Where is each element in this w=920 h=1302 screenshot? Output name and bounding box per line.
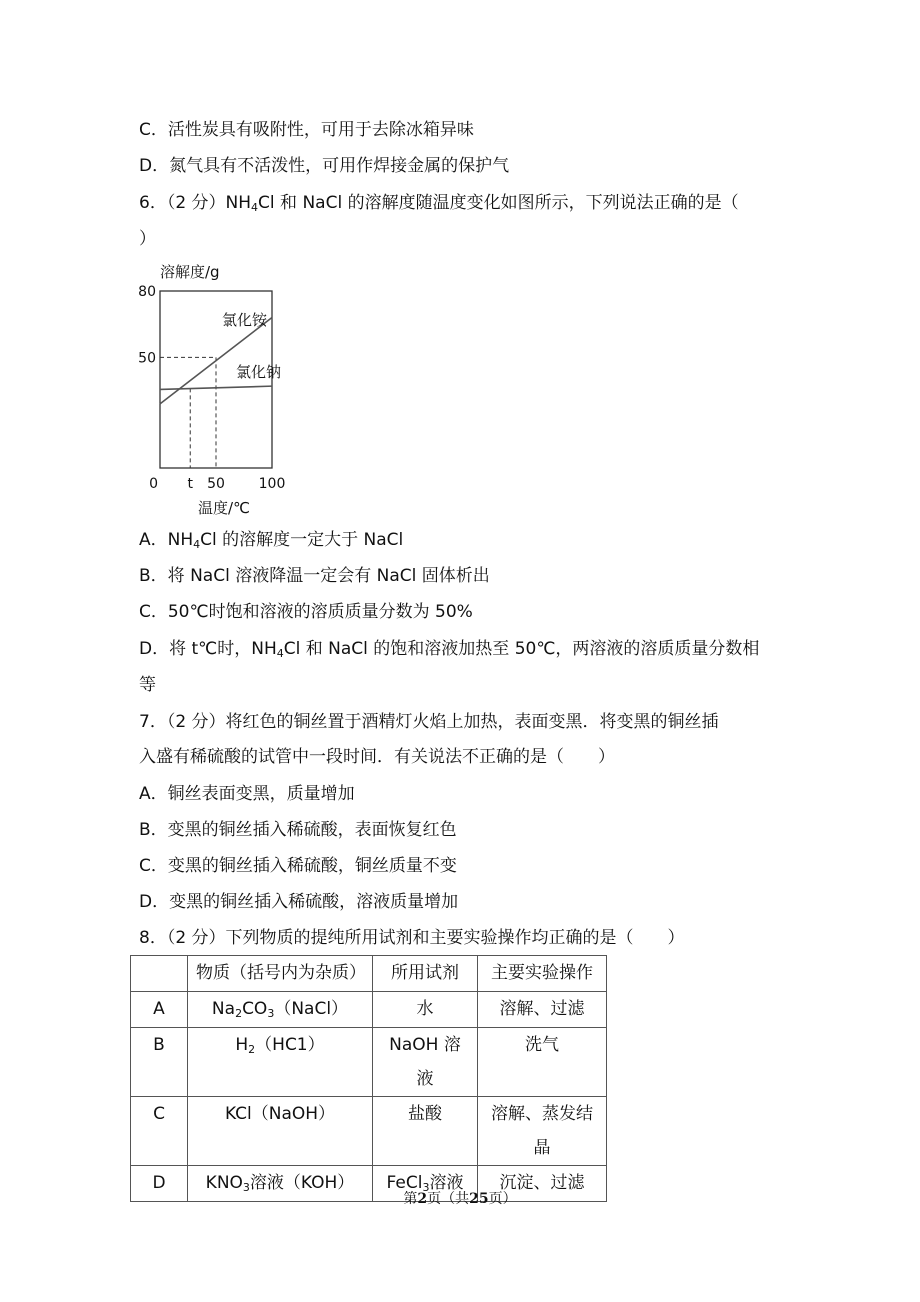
- table-header-cell: [131, 956, 188, 992]
- q7-option-c: C．变黑的铜丝插入稀硫酸，铜丝质量不变: [139, 856, 457, 876]
- row-reagent: NaOH 溶液: [373, 1028, 478, 1097]
- q5-option-d: D．氮气具有不活泼性，可用作焊接金属的保护气: [139, 156, 510, 176]
- table-row: [131, 1097, 607, 1166]
- series-label-nacl: 氯化钠: [236, 363, 282, 381]
- row-label: D: [131, 1166, 188, 1202]
- row-label: C: [131, 1097, 188, 1166]
- row-substance: $KNO_3$溶液（KOH）: [188, 1166, 373, 1202]
- x-axis-label: 温度/℃: [198, 499, 250, 517]
- q7-option-a: A．铜丝表面变黑，质量增加: [139, 784, 355, 804]
- q6-stem-line2: ）: [139, 229, 156, 249]
- y-tick-label: 50: [138, 350, 156, 367]
- row-substance: KCl（NaOH）: [188, 1097, 373, 1166]
- x-tick-label: 0: [149, 476, 158, 492]
- q6-stem: 6．（2 分）$NH_4Cl$ 和 NaCl 的溶解度随温度变化如图所示，下列说法正确的是（: [139, 193, 739, 214]
- row-reagent: 盐酸: [373, 1097, 478, 1166]
- x-tick-label: 100: [258, 476, 286, 492]
- table-header-cell: 主要实验操作: [478, 956, 607, 992]
- x-tick-label: t: [187, 476, 193, 492]
- table-row: [131, 1028, 607, 1097]
- series-label-nh4cl: 氯化铵: [222, 311, 268, 329]
- row-operation: 溶解、蒸发结晶: [478, 1097, 607, 1166]
- purification-table: [130, 955, 607, 1202]
- q6-option-a: A．$NH_4Cl$ 的溶解度一定大于 NaCl: [139, 530, 404, 551]
- row-substance: $Na_2CO_3(NaCl)$: [188, 992, 373, 1028]
- table-header-row: [131, 956, 607, 992]
- series-line-nh4cl: [160, 318, 272, 404]
- row-label: A: [131, 992, 188, 1028]
- row-operation: 沉淀、过滤: [478, 1166, 607, 1202]
- table-row: [131, 992, 607, 1028]
- q7-option-d: D．变黑的铜丝插入稀硫酸，溶液质量增加: [139, 892, 459, 912]
- q7-option-b: B．变黑的铜丝插入稀硫酸，表面恢复红色: [139, 820, 457, 840]
- q6-option-c: C．50℃时饱和溶液的溶质质量分数为 50%: [139, 602, 473, 622]
- y-tick-label: 80: [138, 284, 156, 300]
- q6-option-b: B．将 NaCl 溶液降温一定会有 NaCl 固体析出: [139, 566, 490, 586]
- row-label: B: [131, 1028, 188, 1097]
- q6-option-d-line2: 等: [139, 675, 156, 695]
- row-operation: 溶解、过滤: [478, 992, 607, 1028]
- row-reagent: FeCl$_3$溶液: [373, 1166, 478, 1202]
- row-operation: 洗气: [478, 1028, 607, 1097]
- table-header-cell: 物质（括号内为杂质）: [188, 956, 373, 992]
- page-footer: 第2页（共25页）: [403, 1191, 517, 1207]
- q7-stem-line2: 入盛有稀硫酸的试管中一段时间．有关说法不正确的是（ ）: [139, 747, 615, 767]
- solubility-chart: [140, 255, 300, 520]
- x-tick-label: 50: [207, 476, 225, 492]
- q5-option-c: C．活性炭具有吸附性，可用于去除冰箱异味: [139, 120, 474, 140]
- q7-stem: 7．（2 分）将红色的铜丝置于酒精灯火焰上加热，表面变黑．将变黑的铜丝插: [139, 712, 719, 732]
- q6-option-d: D．将 t℃时，$NH_4Cl$ 和 NaCl 的饱和溶液加热至 50℃，两溶液的溶质质量分数相: [139, 639, 760, 660]
- row-reagent: 水: [373, 992, 478, 1028]
- row-substance: $H_2(HC1)$: [188, 1028, 373, 1097]
- q8-stem: 8．（2 分）下列物质的提纯所用试剂和主要实验操作均正确的是（ ）: [139, 928, 685, 948]
- table-header-cell: 所用试剂: [373, 956, 478, 992]
- y-axis-label: 溶解度/g: [160, 263, 220, 281]
